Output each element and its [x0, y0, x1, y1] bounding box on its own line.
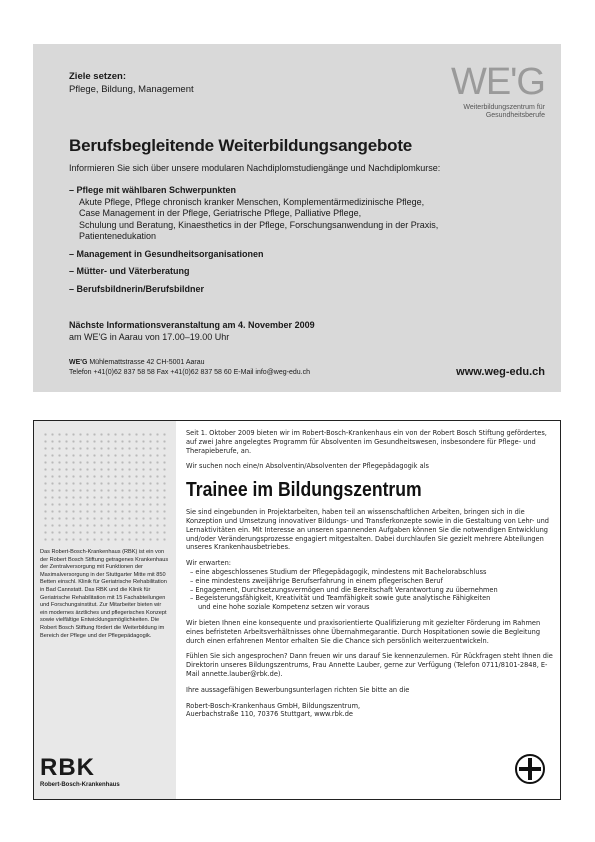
weg-advertisement	[33, 44, 561, 392]
address-street: Mühlemattstrasse 42 CH-5001 Aarau	[89, 359, 205, 366]
intro-text: Informieren Sie sich über unsere modularen Nachdiplomstudiengänge und Nachdiplomkurse:	[69, 163, 441, 173]
rbk-advertisement	[33, 420, 561, 800]
goals-text: Pflege, Bildung, Management	[69, 84, 194, 95]
paragraph-intro: Seit 1. Oktober 2009 bieten wir im Robert-Bosch-Krankenhaus ein von der Robert Bosch Stiftung gefördertes, auf zwei Jahre angelegtes Programm für Absolventen im Gesundheitswesen, insbesondere für Pflege- und Therapieberufe, an.	[186, 429, 547, 455]
goals-block	[69, 70, 194, 96]
paragraph-search: Wir suchen noch eine/n Absolventin/Absolventen der Pflegepädagogik als	[186, 462, 429, 471]
requirements-heading: Wir erwarten:	[186, 559, 231, 568]
address-contact: Telefon +41(0)62 837 58 58 Fax +41(0)62 837 58 60 E-Mail info@weg-edu.ch	[69, 369, 310, 376]
sidebar-blurb: Das Robert-Bosch-Krankenhaus (RBK) ist ein von der Robert Bosch Stiftung getragenes Krankenhaus der Zentralversorgung mit Funktionen der Maximalversorgung in der Stuttgarter Mitte mit 850 Betten einschl. Klinik für Geriatrische Rehabilitation in Bad Cannstatt. Das RBK und die Klinik für Geriatrische Rehabilitation mit 15 Fachabteilungen und Forschungsinstitut. Zur Mitarbeiter bieten wir ein modernes ärztliches und pflegerisches Konzept sowie vielfältige Entwicklungsmöglichkeiten. Die Robert Bosch Stiftung fördert die Weiterbildung im Bereich der Pflege und der Pflegepädagogik.	[40, 549, 169, 639]
requirement-item: und eine hohe soziale Kompetenz setzen wir voraus	[198, 603, 370, 612]
address-line-2: Auerbachstraße 110, 70376 Stuttgart, www.rbk.de	[186, 710, 353, 719]
paragraph-offer: Wir bieten Ihnen eine konsequente und praxisorientierte Qualifizierung mit gezielter Förderung im Rahmen eines befristeten Arbeitsverhältnisses ohne Übernahmegarantie. Durch Hospitationen sowie die Begleitung durch einen erfahrenen Mentor erhalten Sie die Chance sich persönlich weiterzuentwickeln.	[186, 618, 541, 645]
info-event-text: am WE'G in Aarau von 17.00–19.00 Uhr	[69, 331, 230, 342]
rbk-logo-subtitle: Robert-Bosch-Krankenhaus	[40, 782, 120, 788]
list-item-detail: Case Management in der Pflege, Geriatrische Pflege, Palliative Pflege,	[79, 208, 362, 218]
sidebar	[34, 421, 176, 799]
list-item-detail: Patientenedukation	[79, 231, 157, 241]
goals-heading: Ziele setzen:	[69, 71, 127, 82]
list-item-detail: Schulung und Beratung, Kinaesthetics in der Pflege, Forschungsanwendung in der Praxis,	[79, 219, 439, 230]
info-event-heading: Nächste Informationsveranstaltung am 4. November 2009	[69, 320, 315, 330]
requirement-item: – Engagement, Durchsetzungsvermögen und die Bereitschaft Verantwortung zu übernehmen	[190, 585, 498, 594]
paragraph-tasks: Sie sind eingebunden in Projektarbeiten, haben teil an wissenschaftlichen Arbeiten, bringen sich in die Konzeption und Umsetzung innovativer Bildungs- und Transferkonzepte sowie in die Gestaltung von Lehr- und Lernaktivitäten ein. Mit Interesse an unseren spannenden Aufgaben können Sie die notwendigen Entwicklung und/oder Veränderungsprozesse engagiert mitgestalten. Dabei durchlaufen Sie gezielt mehrere Abteilungen unseres Krankenhausbetriebes.	[186, 508, 549, 552]
job-headline: Trainee im Bildungszentrum	[186, 479, 422, 502]
weg-logo-subtitle-2: Gesundheitsberufe	[485, 112, 545, 119]
requirements	[186, 559, 554, 612]
address-line-1: Robert-Bosch-Krankenhaus GmbH, Bildungszentrum,	[186, 701, 361, 710]
requirement-item: – eine abgeschlossenes Studium der Pflegepädagogik, mindestens mit Bachelorabschluss	[190, 567, 487, 576]
weg-logo-subtitle-1: Weiterbildungszentrum für	[463, 104, 545, 111]
paragraph-apply: Ihre aussagefähigen Bewerbungsunterlagen richten Sie bitte an die	[186, 685, 410, 694]
list-item: – Pflege mit wählbaren Schwerpunkten	[69, 185, 237, 195]
dot-pattern	[42, 431, 168, 541]
website-link[interactable]: www.weg-edu.ch	[456, 366, 545, 378]
address-name: WE'G	[69, 359, 88, 366]
list-item: – Berufsbildnerin/Berufsbildner	[69, 283, 205, 294]
rbk-logo	[40, 756, 120, 788]
rbk-logo-mark: RBK	[40, 754, 95, 781]
address-block	[69, 358, 310, 378]
job-text	[186, 429, 554, 726]
requirement-item: – Begeisterungsfähigkeit, Kreativität und Teamfähigkeit sowie gute analytische Fähigkeiten	[190, 594, 491, 603]
page-title: Berufsbegleitende Weiterbildungsangebote	[69, 136, 413, 155]
requirement-item: – eine mindestens zweijährige Berufserfahrung in einem pflegerischen Beruf	[190, 576, 443, 585]
weg-logo-mark: WE'G	[450, 61, 545, 103]
paragraph-contact: Fühlen Sie sich angesprochen? Dann freuen wir uns darauf Sie kennenzulernen. Für Rückfragen steht Ihnen die Direktorin unseres Bildungszentrums, Frau Annette Lauber, gerne zur Verfügung (Telefon 0711/8101-2848, E-Mail annette.lauber@rbk.de).	[186, 652, 553, 678]
weg-logo	[425, 62, 545, 120]
list-item-detail: Akute Pflege, Pflege chronisch kranker Menschen, Komplementärmedizinische Pflege,	[79, 196, 425, 207]
list-item: – Mütter- und Väterberatung	[69, 266, 190, 276]
bosch-cross-icon	[514, 753, 546, 785]
program-list	[69, 185, 549, 301]
info-event	[69, 320, 315, 343]
list-item: – Management in Gesundheitsorganisationen	[69, 248, 264, 259]
